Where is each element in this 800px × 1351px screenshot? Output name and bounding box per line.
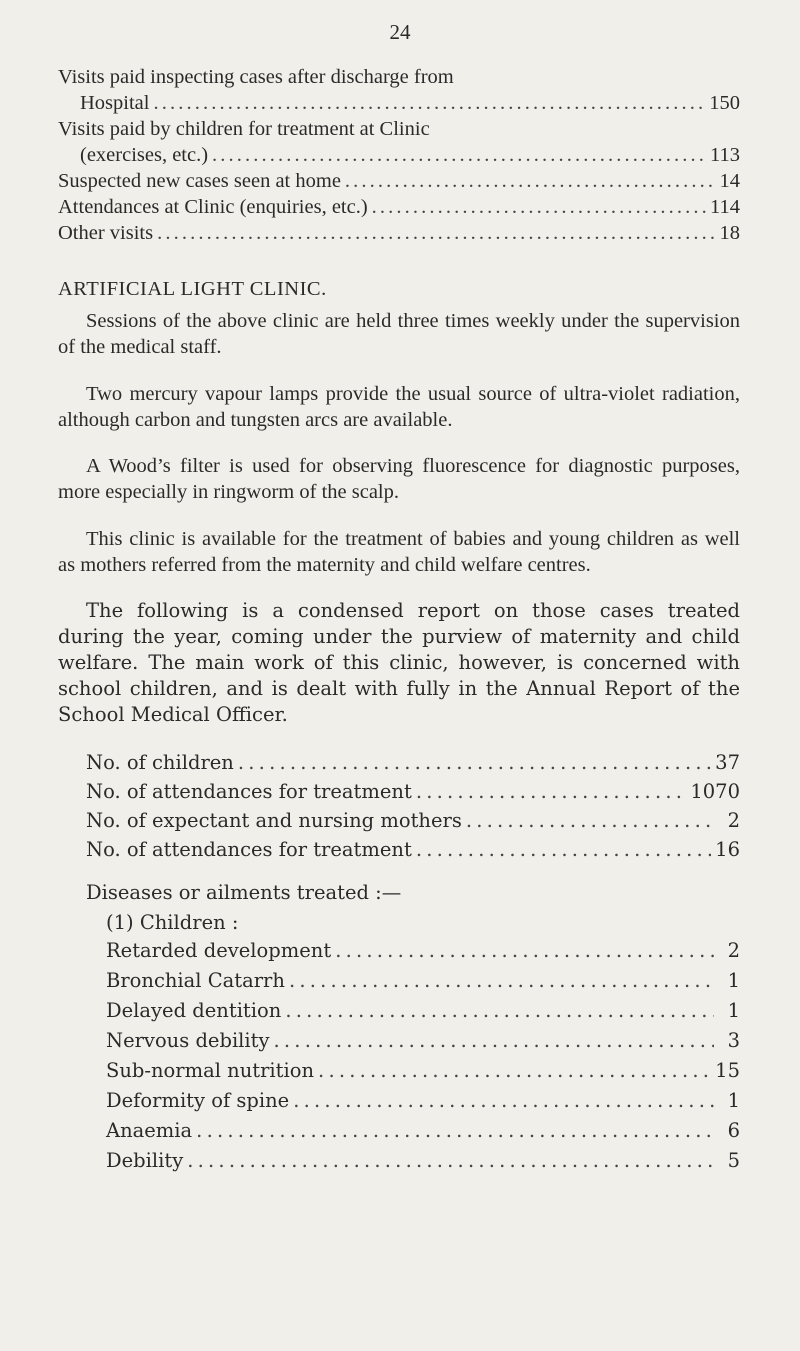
list-item	[86, 835, 740, 864]
list-item-value: 3	[727, 1028, 740, 1052]
dot-leader	[285, 996, 714, 1026]
stats-list	[58, 748, 740, 864]
list-item-value: 113	[710, 144, 740, 166]
list-item	[106, 1116, 740, 1146]
dot-leader	[238, 748, 711, 777]
list-item-value: 1	[727, 998, 740, 1022]
dot-leader	[416, 835, 711, 864]
list-item-value: 2	[727, 808, 740, 832]
page-content	[58, 64, 740, 1176]
list-item	[106, 996, 740, 1026]
list-item-label: No. of attendances for treatment	[86, 779, 412, 803]
list-item-label: No. of children	[86, 750, 234, 774]
list-item-label: Deformity of spine	[106, 1088, 290, 1112]
list-item-label: Other visits	[58, 222, 154, 244]
list-item-value: 15	[715, 1058, 740, 1082]
list-item-label: Delayed dentition	[106, 998, 282, 1022]
list-item-label: Bronchial Catarrh	[106, 968, 285, 992]
list-item	[58, 220, 740, 246]
list-item-value: 1	[727, 1088, 740, 1112]
list-item-value: 114	[710, 196, 740, 218]
list-item	[58, 64, 740, 116]
visits-list	[58, 64, 740, 246]
group-heading: (1) Children :	[106, 910, 239, 934]
dot-leader	[318, 1056, 711, 1086]
paragraph: A Wood’s filter is used for observing fluorescence for diagnostic purposes, more especially in ringworm of the scalp.	[58, 455, 740, 503]
list-item	[106, 1026, 740, 1056]
list-item	[106, 1146, 740, 1176]
list-item-label: Retarded development	[106, 938, 332, 962]
dot-leader	[153, 90, 705, 116]
list-item	[58, 194, 740, 220]
dot-leader	[466, 806, 714, 835]
list-item-label-line2: Hospital	[80, 92, 150, 114]
list-item-label-line1: Visits paid inspecting cases after discharge from	[58, 66, 454, 88]
list-item	[106, 966, 740, 996]
list-item	[58, 168, 740, 194]
dot-leader	[416, 777, 687, 806]
list-item	[106, 1086, 740, 1116]
list-item-label: Suspected new cases seen at home	[58, 170, 341, 192]
list-item-value: 5	[727, 1148, 740, 1172]
paragraph: Sessions of the above clinic are held three times weekly under the supervision of the medical staff.	[58, 310, 740, 358]
dot-leader	[187, 1146, 714, 1176]
list-item	[106, 936, 740, 966]
dot-leader	[196, 1116, 714, 1146]
paragraph: The following is a condensed report on those cases treated during the year, coming under the purview of maternity and child welfare. The main work of this clinic, however, is concerned with school children, and is dealt with fully in the Annual Report of the School Medical Officer.	[58, 599, 740, 726]
list-item-value: 150	[709, 92, 740, 114]
dot-leader	[335, 936, 714, 966]
dot-leader	[293, 1086, 714, 1116]
list-item	[86, 806, 740, 835]
list-item-value: 6	[727, 1118, 740, 1142]
list-item-label: Sub-normal nutrition	[106, 1058, 315, 1082]
list-item-value: 14	[719, 170, 740, 192]
list-item	[58, 116, 740, 168]
list-item-value: 1	[727, 968, 740, 992]
paragraph: This clinic is available for the treatment of babies and young children as well as mothers referred from the maternity and child welfare centres.	[58, 527, 740, 576]
list-item-value: 2	[727, 938, 740, 962]
list-item-value: 1070	[690, 779, 740, 803]
diseases-heading: Diseases or ailments treated :—	[86, 880, 402, 904]
list-item	[86, 748, 740, 777]
list-item-label: Attendances at Clinic (enquiries, etc.)	[58, 196, 368, 218]
dot-leader	[289, 966, 714, 996]
list-item-value: 16	[715, 837, 740, 861]
list-item-label: No. of attendances for treatment	[86, 837, 412, 861]
list-item-label: No. of expectant and nursing mothers	[86, 808, 462, 832]
list-item-value: 18	[719, 222, 740, 244]
list-item-value: 37	[715, 750, 740, 774]
dot-leader	[212, 142, 706, 168]
list-item-label-line1: Visits paid by children for treatment at Clinic	[58, 118, 430, 140]
list-item-label: Debility	[106, 1148, 184, 1172]
ailments-list	[58, 936, 740, 1176]
dot-leader	[372, 194, 706, 220]
dot-leader	[157, 220, 714, 246]
list-item-label: Nervous debility	[106, 1028, 270, 1052]
page-number: 24	[389, 20, 411, 44]
list-item-label: Anaemia	[106, 1118, 193, 1142]
list-item	[106, 1056, 740, 1086]
dot-leader	[345, 168, 714, 194]
paragraph: Two mercury vapour lamps provide the usual source of ultra-violet radiation, although carbon and tungsten arcs are available.	[58, 382, 740, 431]
list-item-label-line2: (exercises, etc.)	[80, 144, 209, 166]
list-item	[86, 777, 740, 806]
section-title: ARTIFICIAL LIGHT CLINIC.	[58, 278, 327, 300]
dot-leader	[274, 1026, 714, 1056]
